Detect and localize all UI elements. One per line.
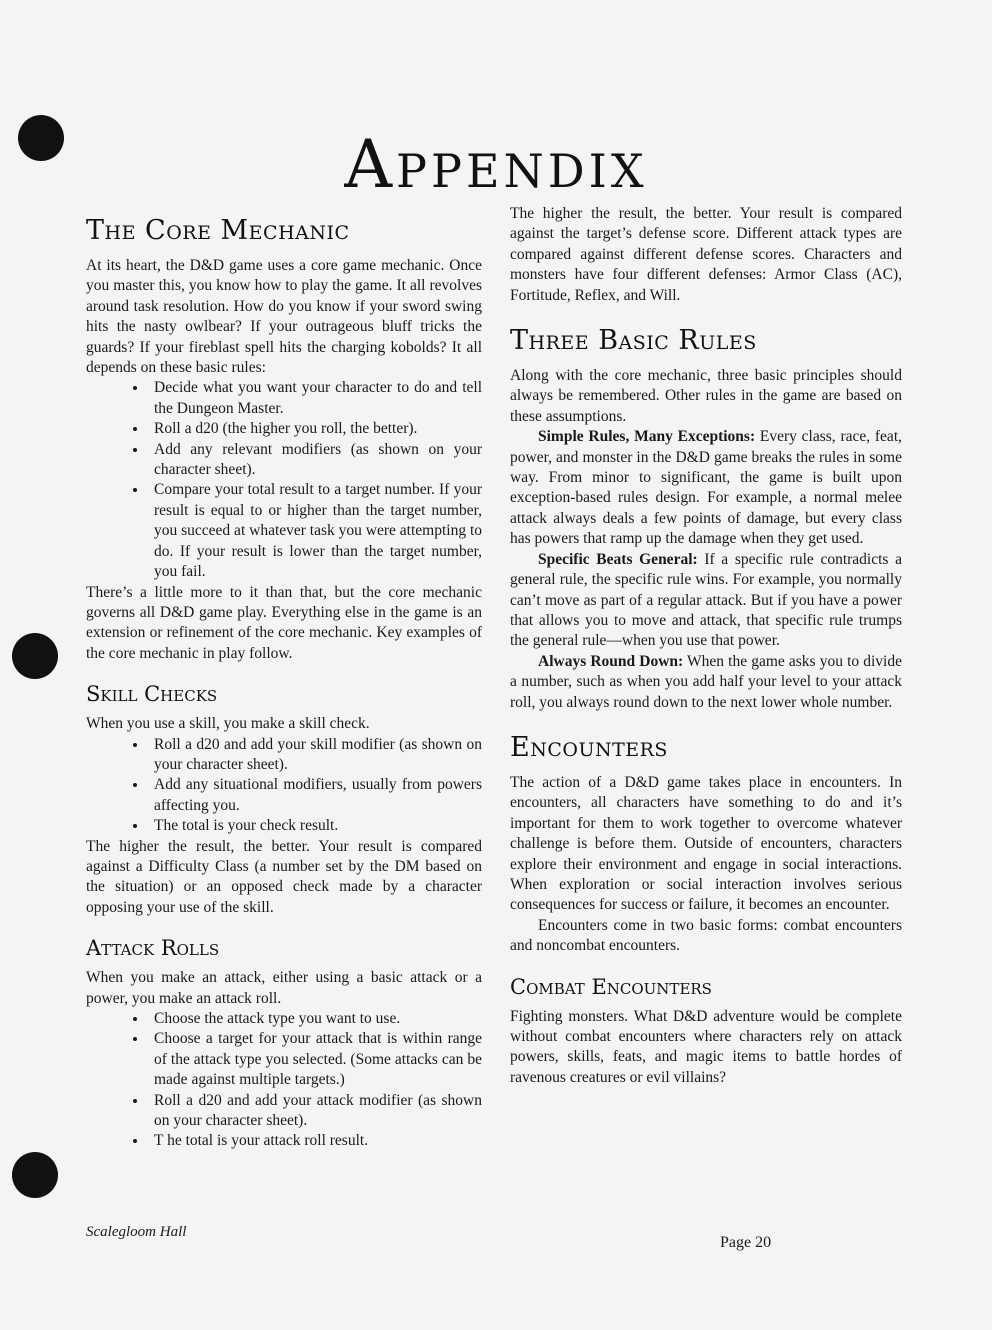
combat-encounters-heading: Combat Encounters <box>510 974 712 999</box>
combat-encounters-paragraph: Fighting monsters. What D&D adventure would be complete without combat encounters where characters rely on attack powers, skills, feats, and magic items to battle hordes of ravenous creatures or evil villains? <box>510 1007 902 1086</box>
three-basic-rules-heading: Three Basic Rules <box>510 325 757 357</box>
attack-rolls-continued: The higher the result, the better. Your result is compared against the target’s defense score. Different attack types are compared against different defense scores. Characters and monsters have four different defenses: Armor Class (AC), Fortitude, Reflex, and Will. <box>510 205 902 304</box>
rule-lead: Always Round Down: <box>538 652 684 670</box>
core-mechanic-intro: At its heart, the D&D game uses a core game mechanic. Once you master this, you know how to play the game. It all revolves around task resolution. How do you know if your sword swing hits the nasty owlbear? If your outrageous bluff tricks the guards? If your fireblast spell hits the charging kobolds? It all depends on these basic rules: <box>86 257 482 377</box>
binder-hole-bottom <box>12 1152 58 1198</box>
rule-specific-beats-general <box>510 550 902 652</box>
list-item: • T he total is your attack roll result. <box>148 1131 482 1151</box>
skill-checks-intro: When you use a skill, you make a skill check. <box>86 715 370 733</box>
three-basic-rules-intro: Along with the core mechanic, three basic principles should always be remembered. Other rules in the game are based on these assumptions. <box>510 367 902 425</box>
rule-text: If a specific rule contradicts a general rule, the specific rule wins. For example, you normally can’t move as part of a regular attack. But if you have a power that allows you to move and attack, that specific rule trumps the general rule—when you use that power. <box>510 550 902 650</box>
skill-checks-heading: Skill Checks <box>86 682 218 707</box>
list-item: • Add any relevant modifiers (as shown on your character sheet). <box>148 440 482 481</box>
left-column <box>86 200 482 1152</box>
encounters-heading: Encounters <box>510 731 668 763</box>
list-item: • Roll a d20 and add your attack modifier (as shown on your character sheet). <box>148 1091 482 1132</box>
attack-rolls-heading: Attack Rolls <box>86 936 220 961</box>
footer-book-title: Scalegloom Hall <box>86 1224 187 1240</box>
core-mechanic-list <box>86 378 482 582</box>
list-item: • Roll a d20 (the higher you roll, the better). <box>148 419 482 439</box>
core-mechanic-heading: The Core Mechanic <box>86 215 350 246</box>
list-item: • Roll a d20 and add your skill modifier (as shown on your character sheet). <box>148 735 482 776</box>
rule-simple-rules <box>510 427 902 549</box>
skill-checks-list <box>86 735 482 837</box>
right-column <box>510 204 902 1088</box>
rule-text: Every class, race, feat, power, and monster in the D&D game breaks the rules in some way. From minor to significant, the game is built upon exception-based rules design. For example, a normal melee attack always deals a few points of damage, but every class has powers that ramp up the damage when they get used. <box>510 428 902 548</box>
list-item: • Compare your total result to a target number. If your result is equal to or higher than the target number, you succeed at whatever task you were attempting to do. If your result is lower than the target number, you fail. <box>148 480 482 582</box>
rule-always-round-down <box>510 652 902 713</box>
attack-rolls-list <box>86 1009 482 1152</box>
encounters-paragraph-2: Encounters come in two basic forms: combat encounters and noncombat encounters. <box>510 916 902 955</box>
binder-hole-middle <box>12 633 58 679</box>
rule-lead: Simple Rules, Many Exceptions: <box>538 428 756 446</box>
skill-checks-outro: The higher the result, the better. Your result is compared against a Difficulty Class (a number set by the DM based on the situation) or an opposed check made by a character opposing your use of the skill. <box>86 837 482 916</box>
page-title: Appendix <box>344 126 648 203</box>
rule-lead: Specific Beats General: <box>538 550 698 568</box>
core-mechanic-outro: There’s a little more to it than that, but the core mechanic governs all D&D game play. Everything else in the game is an extension or refinement of the core mechanic. Key examples of the core mechanic in play follow. <box>86 583 482 662</box>
attack-rolls-intro: When you make an attack, either using a basic attack or a power, you make an attack roll. <box>86 969 482 1007</box>
list-item: • Choose the attack type you want to use. <box>148 1009 482 1029</box>
list-item: • Choose a target for your attack that is within range of the attack type you selected. (Some attacks can be made against multiple targets.) <box>148 1029 482 1090</box>
list-item: • The total is your check result. <box>148 816 482 836</box>
list-item: • Decide what you want your character to do and tell the Dungeon Master. <box>148 378 482 419</box>
encounters-paragraph-1: The action of a D&D game takes place in encounters. In encounters, all characters have something to do and it’s important for them to work together to overcome whatever challenge is before them. Outside of encounters, characters explore their environment and engage in social interactions. When exploration or social interaction involves serious consequences for success or failure, it becomes an encounter. <box>510 773 902 914</box>
list-item: • Add any situational modifiers, usually from powers affecting you. <box>148 775 482 816</box>
rule-text: When the game asks you to divide a number, such as when you add half your level to your attack roll, you always round down to the next lower whole number. <box>510 652 902 711</box>
footer-page-number: Page 20 <box>720 1234 772 1251</box>
